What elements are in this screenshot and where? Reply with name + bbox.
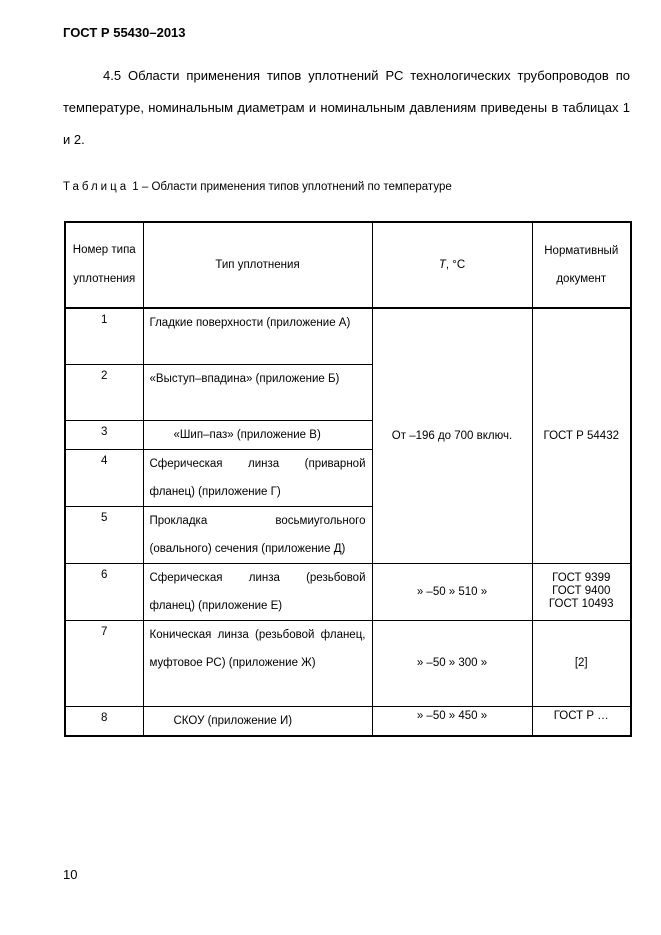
row-4-type: Сферическая линза (приварной фланец) (приложение Г) [143, 449, 372, 506]
table-caption [63, 181, 452, 193]
group-temp: От –196 до 700 включ. [372, 308, 532, 563]
row-3-num: 3 [65, 420, 143, 449]
row-8-doc: ГОСТ Р … [532, 706, 631, 736]
standard-title: ГОСТ Р 55430–2013 [63, 25, 186, 40]
row-6-doc-2: ГОСТ 9400 [552, 585, 611, 597]
table-caption-prefix: Таблица [63, 181, 130, 193]
row-4-num: 4 [65, 449, 143, 506]
row-6-temp: » –50 » 510 » [372, 563, 532, 620]
header-temperature [372, 222, 532, 308]
row-6-num: 6 [65, 563, 143, 620]
row-6-doc [532, 563, 631, 620]
row-1-type: Гладкие поверхности (приложение А) [143, 308, 372, 364]
row-5-type: Прокладка восьмиугольного (овального) сечения (приложение Д) [143, 506, 372, 563]
table-caption-text: 1 – Области применения типов уплотнений по температуре [129, 181, 452, 193]
row-8-type: СКОУ (приложение И) [143, 706, 372, 736]
row-6-doc-3: ГОСТ 10493 [548, 598, 614, 610]
header-number: Номер типа уплотнения [65, 222, 143, 308]
temp-unit: , °C [445, 258, 466, 271]
row-6-type: Сферическая линза (резьбовой фланец) (приложение Е) [143, 563, 372, 620]
row-2-type: «Выступ–впадина» (приложение Б) [143, 364, 372, 420]
row-7-type: Коническая линза (резьбовой фланец, муфтовое РС) (приложение Ж) [143, 620, 372, 706]
header-doc: Нормативный документ [532, 222, 631, 308]
temp-symbol: T [438, 258, 446, 271]
seal-types-table [64, 221, 632, 737]
header-type: Тип уплотнения [143, 222, 372, 308]
group-doc: ГОСТ Р 54432 [532, 308, 631, 563]
row-7-temp: » –50 » 300 » [372, 620, 532, 706]
row-8-num: 8 [65, 706, 143, 736]
row-1-num: 1 [65, 308, 143, 364]
row-3-type: «Шип–паз» (приложение В) [143, 420, 372, 449]
row-7-doc: [2] [532, 620, 631, 706]
body-paragraph: 4.5 Области применения типов уплотнений РС технологических трубопроводов по температуре, номинальным диаметрам и номинальным давлениям приведены в таблицах 1 и 2. [63, 68, 630, 147]
row-8-temp: » –50 » 450 » [372, 706, 532, 736]
row-2-num: 2 [65, 364, 143, 420]
row-5-num: 5 [65, 506, 143, 563]
page-number: 10 [63, 867, 78, 882]
row-7-num: 7 [65, 620, 143, 706]
row-6-doc-1: ГОСТ 9399 [552, 572, 611, 584]
